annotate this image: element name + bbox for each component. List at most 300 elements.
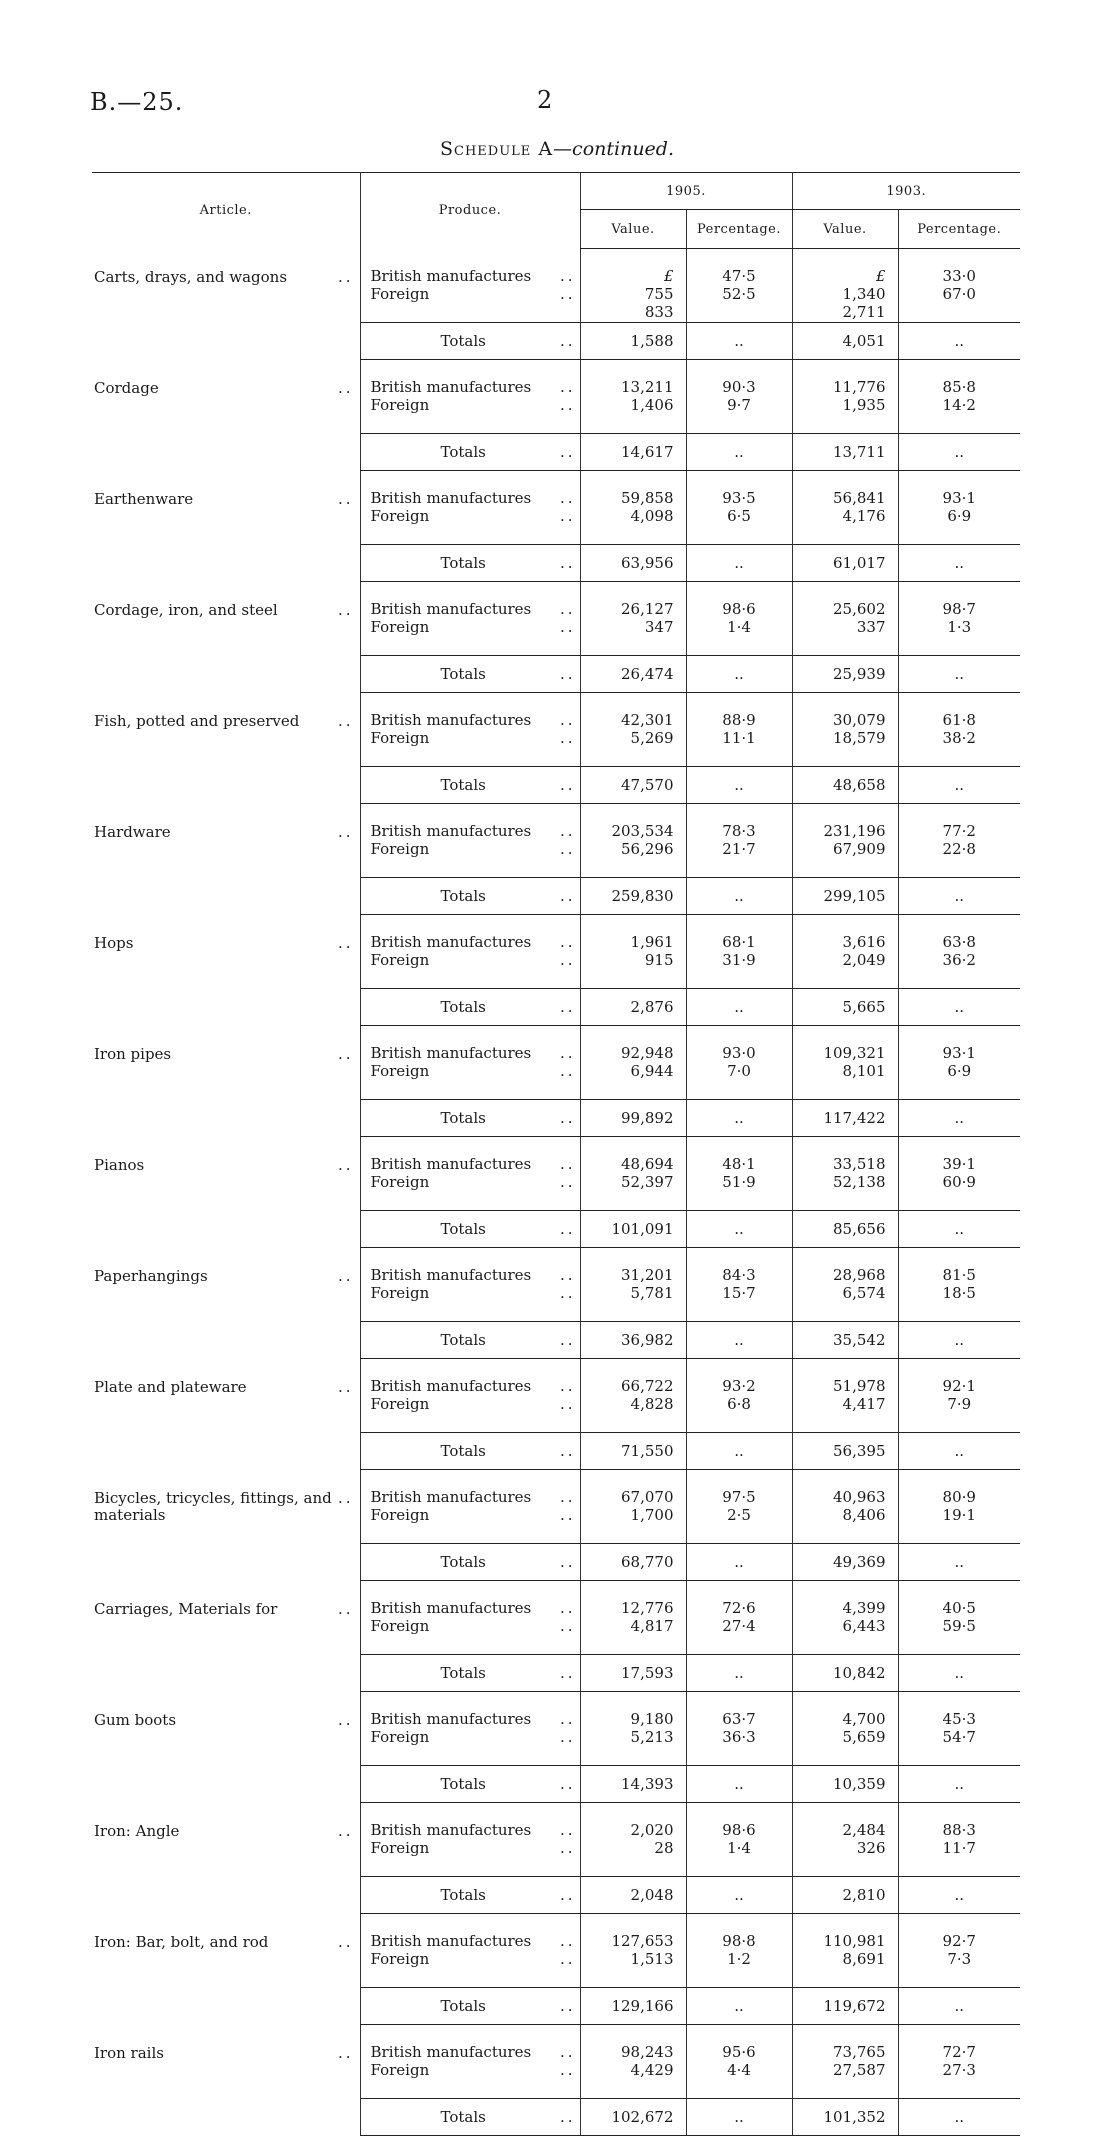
value-foreign: 833 [644,303,674,321]
produce-foreign-label: Foreign [370,1284,430,1302]
produce-cell [360,360,580,434]
value-foreign: 8,101 [842,1062,886,1080]
produce-foreign-label: Foreign [370,1950,430,1968]
value-cell-1903 [792,1026,898,1100]
total-value-1903: 299,105 [792,878,898,915]
total-percentage-1905: .. [686,545,792,582]
total-percentage-1903: .. [898,434,1020,471]
value-foreign: 2,049 [842,951,886,969]
total-value-1905: 99,892 [580,1100,686,1137]
produce-british [371,600,580,618]
article-row [92,1470,1020,1544]
value-foreign: 5,781 [630,1284,674,1302]
page-number: 2 [537,86,553,114]
leader-dots: .. [337,267,354,286]
percentage-foreign: 51·9 [722,1173,756,1191]
totals-label-cell [360,1655,580,1692]
header-value-1903: Value. [792,210,898,249]
value-cell-1905 [580,1137,686,1211]
article-cell [92,915,360,989]
percentage-foreign: 21·7 [722,840,756,858]
total-percentage-1903: .. [898,2099,1020,2136]
produce-foreign-label: Foreign [370,618,430,636]
percentage-cell-1905 [686,1137,792,1211]
article-name: Carts, drays, and wagons [94,267,288,286]
value-cell-1903 [792,1914,898,1988]
leader-dots: .. [559,1506,576,1524]
value-foreign: 5,659 [842,1728,886,1746]
produce-cell [360,915,580,989]
percentage-foreign: 19·1 [942,1506,976,1524]
leader-dots: .. [559,776,576,794]
percentage-foreign: 38·2 [942,729,976,747]
value-british: 73,765 [833,2043,886,2061]
article-name: Gum boots [94,1710,177,1729]
percentage-british: 45·3 [942,1710,976,1728]
value-british: 231,196 [823,822,886,840]
totals-row [92,989,1020,1026]
percentage-cell-1903 [898,1581,1020,1655]
totals-label: Totals [440,887,486,905]
percentage-cell-1903 [898,1026,1020,1100]
totals-line [441,1886,580,1904]
percentage-british: 77·2 [942,822,976,840]
article-line [92,602,360,619]
percentage-cell-1905 [686,1470,792,1544]
article-cell [92,1359,360,1433]
percentage-cell-1905 [686,804,792,878]
value-foreign: 5,269 [630,729,674,747]
produce-british-label: British manufactures [370,1710,532,1728]
total-value-1905: 2,048 [580,1877,686,1914]
leader-dots: .. [559,665,576,683]
produce-cell [360,249,580,323]
value-cell-1903 [792,1581,898,1655]
leader-dots: .. [559,266,576,285]
produce-foreign-label: Foreign [370,396,430,414]
total-value-1905: 36,982 [580,1322,686,1359]
produce-british-label: British manufactures [370,266,532,285]
percentage-foreign: 11·1 [722,729,756,747]
schedule-title [0,138,1114,160]
leader-dots: .. [337,1821,354,1840]
value-british: 1,340 [842,285,886,303]
produce-british-label: British manufactures [370,378,532,396]
percentage-foreign: 1·4 [727,618,751,636]
leader-dots: .. [337,378,354,397]
produce-foreign [371,2061,580,2079]
percentage-foreign: 1·4 [727,1839,751,1857]
produce-foreign-label: Foreign [370,729,430,747]
value-british: 48,694 [621,1155,674,1173]
value-british: 92,948 [621,1044,674,1062]
leader-dots: .. [559,1775,576,1793]
total-percentage-1903: .. [898,1766,1020,1803]
produce-british-label: British manufactures [370,600,532,618]
produce-british-label: British manufactures [370,1377,532,1395]
leader-dots: .. [559,1331,576,1349]
percentage-foreign: 27·3 [942,2061,976,2079]
value-cell-1903 [792,582,898,656]
article-name: Iron rails [94,2043,164,2062]
value-british: 755 [644,285,674,303]
total-percentage-1905: .. [686,878,792,915]
produce-british [371,378,580,396]
percentage-foreign: 6·9 [947,1062,972,1080]
value-cell-1905 [580,804,686,878]
value-foreign: 1,935 [842,396,886,414]
produce-foreign-label: Foreign [370,1728,430,1746]
totals-row [92,1211,1020,1248]
value-british: 127,653 [611,1932,674,1950]
total-value-1903: 101,352 [792,2099,898,2136]
produce-british-label: British manufactures [370,1044,532,1062]
article-row [92,1359,1020,1433]
value-foreign: 4,429 [630,2061,674,2079]
total-value-1905: 2,876 [580,989,686,1026]
leader-dots: .. [559,729,576,747]
leader-dots: .. [559,1950,576,1968]
produce-british [371,1932,580,1950]
value-cell-1905 [580,1914,686,1988]
percentage-british: 68·1 [722,933,756,951]
percentage-foreign: 11·7 [942,1839,976,1857]
article-line [92,1823,360,1840]
totals-row [92,1766,1020,1803]
leader-dots: .. [559,1044,576,1062]
total-value-1903: 56,395 [792,1433,898,1470]
value-cell-1903 [792,1692,898,1766]
article-row [92,1581,1020,1655]
value-foreign: 4,176 [842,507,886,525]
produce-cell [360,1803,580,1877]
total-percentage-1905: .. [686,1655,792,1692]
produce-british-label: British manufactures [370,711,532,729]
blank-cell [92,323,360,360]
value-foreign: 4,828 [630,1395,674,1413]
percentage-foreign: 6·8 [727,1395,751,1413]
percentage-cell-1905 [686,1248,792,1322]
total-value-1905: 47,570 [580,767,686,804]
leader-dots: .. [559,1220,576,1238]
value-cell-1903 [792,1803,898,1877]
percentage-foreign: 4·4 [727,2061,751,2079]
produce-cell [360,1137,580,1211]
percentage-british: 47·5 [722,267,756,285]
article-line [92,1490,360,1524]
percentage-foreign: 6·5 [727,507,751,525]
value-cell-1903 [792,1137,898,1211]
article-name: Pianos [94,1155,145,1174]
produce-foreign [371,1284,580,1302]
total-percentage-1905: .. [686,989,792,1026]
produce-british [371,2043,580,2061]
leader-dots: .. [559,1664,576,1682]
total-value-1903: 49,369 [792,1544,898,1581]
percentage-british: 92·7 [942,1932,976,1950]
produce-cell [360,693,580,767]
article-line [92,491,360,508]
percentage-cell-1905 [686,471,792,545]
leader-dots: .. [559,1173,576,1191]
totals-row [92,434,1020,471]
blank-cell [92,1877,360,1914]
article-cell [92,804,360,878]
percentage-cell-1903 [898,1248,1020,1322]
totals-line [441,1775,580,1793]
leader-dots: .. [559,1377,576,1395]
totals-line [441,887,580,905]
article-cell [92,1803,360,1877]
total-percentage-1905: .. [686,1100,792,1137]
total-value-1903: 5,665 [792,989,898,1026]
value-british: 42,301 [621,711,674,729]
produce-foreign-label: Foreign [370,840,430,858]
article-name: Iron pipes [94,1044,172,1063]
leader-dots: .. [559,1728,576,1746]
percentage-cell-1903 [898,1692,1020,1766]
value-cell-1905 [580,582,686,656]
total-percentage-1903: .. [898,1544,1020,1581]
leader-dots: .. [337,1266,354,1285]
leader-dots: .. [559,600,576,618]
leader-dots: .. [559,711,576,729]
article-row [92,804,1020,878]
article-row [92,1803,1020,1877]
blank-cell [92,989,360,1026]
produce-cell [360,1248,580,1322]
article-row [92,693,1020,767]
leader-dots: .. [559,1710,576,1728]
percentage-foreign: 18·5 [942,1284,976,1302]
percentage-cell-1903 [898,693,1020,767]
totals-label-cell [360,1211,580,1248]
percentage-british: 98·6 [722,600,756,618]
value-foreign: 56,296 [621,840,674,858]
total-value-1905: 14,617 [580,434,686,471]
total-percentage-1903: .. [898,1655,1020,1692]
total-value-1903: 35,542 [792,1322,898,1359]
article-cell [92,249,360,323]
article-name: Cordage [94,378,159,397]
article-row [92,1692,1020,1766]
percentage-foreign: 6·9 [947,507,972,525]
article-line [92,1268,360,1285]
percentage-foreign: 22·8 [942,840,976,858]
blank-cell [92,1544,360,1581]
totals-label: Totals [440,1553,486,1571]
totals-line [441,1109,580,1127]
produce-foreign [371,729,580,747]
leader-dots: .. [559,284,576,303]
value-british: 4,700 [842,1710,886,1728]
produce-foreign [371,285,580,303]
produce-british-label: British manufactures [370,1599,532,1617]
article-name: Carriages, Materials for [94,1599,278,1618]
article-row [92,249,1020,323]
value-british: 31,201 [621,1266,674,1284]
total-percentage-1903: .. [898,767,1020,804]
total-percentage-1905: .. [686,767,792,804]
produce-foreign [371,1506,580,1524]
percentage-british: 98·8 [722,1932,756,1950]
produce-foreign-label: Foreign [370,1395,430,1413]
leader-dots: .. [559,1109,576,1127]
total-percentage-1903: .. [898,1877,1020,1914]
leader-dots: .. [337,1044,354,1063]
header-article: Article. [92,173,360,249]
article-name: Iron: Angle [94,1821,180,1840]
article-row [92,2025,1020,2099]
blank-cell [92,1655,360,1692]
produce-british-label: British manufactures [370,1821,532,1839]
totals-row [92,1655,1020,1692]
produce-british-label: British manufactures [370,1488,532,1506]
blank-cell [92,1100,360,1137]
totals-line [441,443,580,461]
produce-cell [360,2025,580,2099]
total-value-1905: 1,588 [580,323,686,360]
totals-label-cell [360,1988,580,2025]
produce-british [371,1044,580,1062]
produce-foreign-label: Foreign [370,507,430,525]
totals-row [92,1322,1020,1359]
value-british: 98,243 [621,2043,674,2061]
percentage-cell-1903 [898,249,1020,323]
percentage-cell-1905 [686,249,792,323]
produce-foreign [371,1173,580,1191]
totals-label-cell [360,1877,580,1914]
leader-dots: .. [337,600,354,619]
percentage-british: 90·3 [722,378,756,396]
value-british: 28,968 [833,1266,886,1284]
value-foreign: 2,711 [842,303,886,321]
blank-cell [92,434,360,471]
percentage-cell-1905 [686,360,792,434]
article-line [92,269,360,286]
value-british: 51,978 [833,1377,886,1395]
value-foreign: 8,691 [842,1950,886,1968]
currency-symbol: £ [663,267,674,285]
leader-dots: .. [559,998,576,1016]
value-cell-1905 [580,249,686,323]
schedule-title-main: Schedule A [439,138,554,160]
totals-row [92,656,1020,693]
total-percentage-1905: .. [686,1877,792,1914]
article-name: Hops [94,933,134,952]
totals-label: Totals [440,443,486,461]
totals-label-cell [360,656,580,693]
value-cell-1905 [580,1581,686,1655]
total-value-1905: 68,770 [580,1544,686,1581]
totals-row [92,767,1020,804]
total-value-1903: 119,672 [792,1988,898,2025]
totals-row [92,545,1020,582]
total-value-1903: 117,422 [792,1100,898,1137]
totals-row [92,2099,1020,2136]
totals-label: Totals [440,332,486,350]
value-cell-1903 [792,915,898,989]
leader-dots: .. [559,2061,576,2079]
total-value-1903: 2,810 [792,1877,898,1914]
produce-british-label: British manufactures [370,822,532,840]
total-value-1903: 48,658 [792,767,898,804]
article-name: Cordage, iron, and steel [94,600,278,619]
value-cell-1905 [580,1248,686,1322]
percentage-british: 81·5 [942,1266,976,1284]
total-value-1903: 10,359 [792,1766,898,1803]
blank-cell [92,767,360,804]
article-cell [92,471,360,545]
percentage-cell-1903 [898,360,1020,434]
value-foreign: 6,443 [842,1617,886,1635]
value-cell-1905 [580,1470,686,1544]
produce-british [371,267,580,285]
percentage-british: 40·5 [942,1599,976,1617]
blank-cell [92,1433,360,1470]
produce-british [371,822,580,840]
percentage-british: 93·1 [942,489,976,507]
produce-british [371,1710,580,1728]
produce-foreign-label: Foreign [370,1839,430,1857]
value-foreign: 67,909 [833,840,886,858]
totals-line [441,1553,580,1571]
article-name: Hardware [94,822,171,841]
leader-dots: .. [559,2043,576,2061]
value-british: 2,484 [842,1821,886,1839]
blank-cell [92,1988,360,2025]
header-percentage-1903: Percentage. [898,210,1020,249]
leader-dots: .. [559,1155,576,1173]
total-value-1903: 10,842 [792,1655,898,1692]
article-cell [92,693,360,767]
leader-dots: .. [337,1599,354,1618]
page-identifier: B.—25. [90,88,184,116]
value-foreign: 1,513 [630,1950,674,1968]
percentage-british: 72·6 [722,1599,756,1617]
totals-row [92,1100,1020,1137]
totals-label: Totals [440,776,486,794]
produce-cell [360,471,580,545]
percentage-foreign: 59·5 [942,1617,976,1635]
value-cell-1905 [580,1803,686,1877]
value-cell-1905 [580,1692,686,1766]
value-cell-1905 [580,915,686,989]
leader-dots: .. [559,840,576,858]
value-british: 40,963 [833,1488,886,1506]
value-foreign: 28 [654,1839,674,1857]
value-british: 13,211 [621,378,674,396]
value-british: 2,020 [630,1821,674,1839]
article-cell [92,1248,360,1322]
totals-label-cell [360,545,580,582]
leader-dots: .. [559,554,576,572]
value-british: 3,616 [842,933,886,951]
value-british: 9,180 [630,1710,674,1728]
percentage-cell-1903 [898,1803,1020,1877]
totals-line [441,2108,580,2126]
total-percentage-1905: .. [686,434,792,471]
produce-british [371,1599,580,1617]
leader-dots: .. [337,1377,354,1396]
totals-label-cell [360,767,580,804]
article-name: Bicycles, tricycles, fittings, and materials [94,1488,332,1524]
article-line [92,380,360,397]
percentage-foreign: 31·9 [722,951,756,969]
leader-dots: .. [559,2108,576,2126]
produce-cell [360,1470,580,1544]
total-percentage-1903: .. [898,1433,1020,1470]
